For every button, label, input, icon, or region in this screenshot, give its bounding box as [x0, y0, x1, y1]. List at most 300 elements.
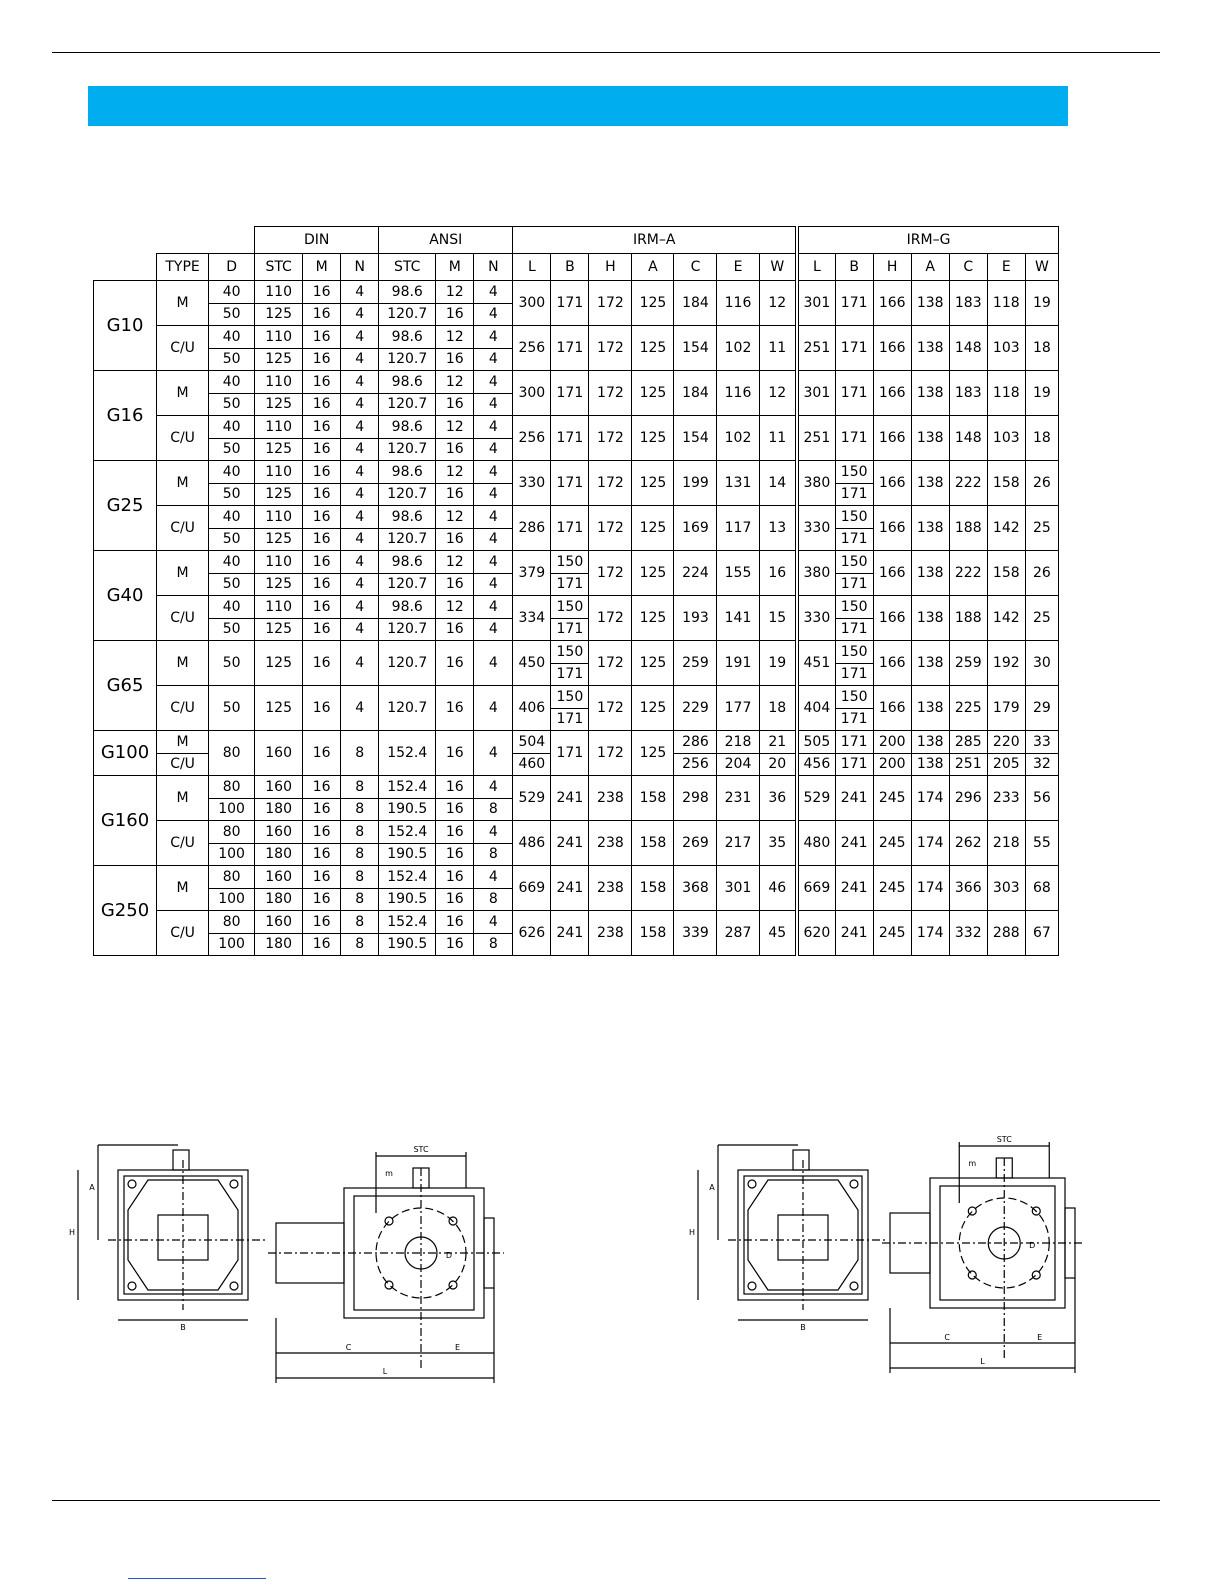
meter-size-label: G65 [94, 641, 157, 731]
column-header: STC [255, 254, 303, 281]
table-cell: 218 [717, 731, 759, 754]
table-cell: 8 [474, 888, 513, 911]
table-cell: 120.7 [379, 573, 436, 596]
table-cell: 4 [341, 461, 379, 484]
type-label: C/U [157, 686, 209, 731]
table-cell: 4 [341, 303, 379, 326]
table-cell: 4 [474, 641, 513, 686]
table-cell: 16 [436, 303, 474, 326]
table-cell: 158 [987, 551, 1025, 596]
table-cell: 222 [949, 551, 987, 596]
table-cell [835, 641, 873, 686]
table-row [94, 911, 1059, 934]
table-cell: 19 [1025, 371, 1058, 416]
table-cell: 98.6 [379, 596, 436, 619]
table-row [94, 281, 1059, 304]
bolt-icon [230, 1282, 238, 1290]
table-cell: 8 [474, 798, 513, 821]
table-cell: 620 [797, 911, 835, 956]
split-cell-value: 171 [556, 621, 584, 638]
table-cell: 12 [436, 371, 474, 394]
table-cell: 138 [911, 506, 949, 551]
table-cell: 160 [255, 731, 303, 776]
split-cell-value: 171 [840, 711, 868, 728]
table-cell [835, 461, 873, 506]
table-cell: 16 [759, 551, 797, 596]
table-cell: 125 [255, 483, 303, 506]
bolt-icon [850, 1180, 858, 1188]
table-cell: 166 [873, 416, 911, 461]
table-cell: 110 [255, 326, 303, 349]
table-cell: 4 [474, 303, 513, 326]
diameter-value: 100 [209, 933, 255, 956]
table-cell: 125 [255, 393, 303, 416]
table-cell: 125 [255, 686, 303, 731]
table-cell [551, 641, 589, 686]
table-row [94, 416, 1059, 439]
table-cell: 8 [341, 731, 379, 776]
diameter-value: 50 [209, 686, 255, 731]
table-cell: 183 [949, 281, 987, 326]
diameter-value: 100 [209, 888, 255, 911]
table-cell: 16 [436, 483, 474, 506]
type-label: C/U [157, 911, 209, 956]
table-cell: 16 [303, 416, 341, 439]
table-cell: 16 [303, 371, 341, 394]
table-cell [551, 686, 589, 731]
table-cell: 125 [632, 416, 674, 461]
table-cell: 180 [255, 888, 303, 911]
table-cell: 16 [303, 281, 341, 304]
table-row [94, 776, 1059, 799]
table-cell: 12 [759, 281, 797, 326]
table-cell: 171 [835, 416, 873, 461]
table-row [94, 821, 1059, 844]
counter-window [778, 1215, 828, 1260]
diameter-value: 100 [209, 798, 255, 821]
dimension-label: STC [413, 1145, 429, 1154]
table-cell: 110 [255, 416, 303, 439]
diameter-value: 50 [209, 528, 255, 551]
table-cell: 4 [341, 551, 379, 574]
table-row [94, 686, 1059, 709]
diameter-value: 40 [209, 326, 255, 349]
table-row [94, 866, 1059, 889]
table-cell: 4 [341, 326, 379, 349]
table-cell: 241 [835, 911, 873, 956]
table-cell: 172 [589, 506, 632, 551]
table-row [94, 551, 1059, 574]
column-header: H [589, 254, 632, 281]
table-cell: 4 [474, 461, 513, 484]
table-cell [835, 686, 873, 731]
table-cell: 120.7 [379, 303, 436, 326]
table-cell: 152.4 [379, 821, 436, 844]
table-cell: 154 [674, 416, 717, 461]
column-header: B [835, 254, 873, 281]
split-cell-value: 150 [836, 551, 873, 574]
table-cell: 120.7 [379, 686, 436, 731]
table-cell: 16 [303, 686, 341, 731]
table-cell: 125 [255, 573, 303, 596]
table-cell: 4 [341, 641, 379, 686]
diameter-value: 50 [209, 303, 255, 326]
table-cell: 125 [632, 641, 674, 686]
diameter-value: 80 [209, 776, 255, 799]
table-cell: 450 [513, 641, 551, 686]
dimension-label: C [345, 1343, 352, 1352]
table-cell: 19 [759, 641, 797, 686]
table-cell: 174 [911, 821, 949, 866]
table-cell: 4 [474, 911, 513, 934]
table-cell: 4 [474, 776, 513, 799]
table-cell: 116 [717, 281, 759, 326]
table-cell: 269 [674, 821, 717, 866]
table-cell: 116 [717, 371, 759, 416]
table-cell: 125 [255, 618, 303, 641]
table-cell: 16 [436, 911, 474, 934]
meter-drawings [0, 1135, 1225, 1410]
table-cell: 16 [303, 393, 341, 416]
table-cell: 4 [474, 866, 513, 889]
table-cell: 184 [674, 371, 717, 416]
table-cell: 171 [835, 753, 873, 776]
table-cell: 669 [797, 866, 835, 911]
table-cell: 169 [674, 506, 717, 551]
table-cell: 26 [1025, 551, 1058, 596]
table-cell: 148 [949, 416, 987, 461]
table-cell: 256 [674, 753, 717, 776]
table-cell: 456 [797, 753, 835, 776]
table-cell: 138 [911, 281, 949, 326]
table-cell: 180 [255, 798, 303, 821]
table-cell: 138 [911, 641, 949, 686]
table-cell: 152.4 [379, 776, 436, 799]
table-cell: 110 [255, 461, 303, 484]
dimension-label: H [688, 1228, 696, 1237]
table-cell: 286 [513, 506, 551, 551]
column-header: C [674, 254, 717, 281]
table-cell: 251 [797, 326, 835, 371]
table-cell: 120.7 [379, 393, 436, 416]
table-cell: 245 [873, 866, 911, 911]
table-cell: 12 [436, 596, 474, 619]
table-cell: 241 [835, 866, 873, 911]
table-cell: 18 [759, 686, 797, 731]
table-cell: 12 [436, 506, 474, 529]
diameter-value: 50 [209, 641, 255, 686]
table-cell: 330 [797, 506, 835, 551]
table-cell: 183 [949, 371, 987, 416]
table-row [94, 326, 1059, 349]
column-header: N [341, 254, 379, 281]
table-cell: 368 [674, 866, 717, 911]
table-cell: 4 [474, 506, 513, 529]
table-cell: 4 [474, 281, 513, 304]
table-cell: 192 [987, 641, 1025, 686]
diameter-value: 40 [209, 281, 255, 304]
table-cell: 4 [474, 686, 513, 731]
table-cell: 125 [632, 596, 674, 641]
group-header: IRM–A [513, 227, 797, 254]
meter-size-label: G100 [94, 731, 157, 776]
table-cell: 171 [551, 281, 589, 326]
table-cell: 8 [341, 843, 379, 866]
table-cell: 16 [303, 303, 341, 326]
table-cell: 120.7 [379, 483, 436, 506]
table-cell: 4 [474, 348, 513, 371]
blank-cell [94, 254, 157, 281]
split-cell-value: 150 [836, 641, 873, 664]
table-cell: 16 [436, 888, 474, 911]
table-cell: 4 [341, 528, 379, 551]
bolt-icon [230, 1180, 238, 1188]
table-cell: 46 [759, 866, 797, 911]
table-cell: 172 [589, 416, 632, 461]
table-cell: 138 [911, 686, 949, 731]
group-header: DIN [255, 227, 379, 254]
table-cell: 8 [341, 866, 379, 889]
table-cell: 171 [835, 371, 873, 416]
table-cell: 238 [589, 911, 632, 956]
split-cell-value: 150 [836, 686, 873, 709]
diameter-value: 80 [209, 821, 255, 844]
table-cell: 12 [759, 371, 797, 416]
table-cell: 287 [717, 911, 759, 956]
meter-size-label: G40 [94, 551, 157, 641]
table-cell: 35 [759, 821, 797, 866]
table-row [94, 641, 1059, 664]
table-cell: 16 [436, 821, 474, 844]
table-cell: 238 [589, 776, 632, 821]
dimension-label: STC [996, 1135, 1012, 1144]
table-cell: 171 [835, 326, 873, 371]
table-cell: 16 [303, 618, 341, 641]
table-cell: 241 [835, 776, 873, 821]
table-cell: 529 [513, 776, 551, 821]
table-cell: 8 [474, 933, 513, 956]
table-cell: 98.6 [379, 416, 436, 439]
table-cell: 180 [255, 843, 303, 866]
table-cell: 158 [632, 866, 674, 911]
dimension-label: D [445, 1251, 453, 1260]
split-cell-value: 150 [836, 596, 873, 619]
table-cell: 98.6 [379, 371, 436, 394]
table-cell: 16 [436, 528, 474, 551]
dimension-label: m [385, 1169, 393, 1178]
table-cell: 16 [303, 798, 341, 821]
table-cell: 68 [1025, 866, 1058, 911]
table-cell: 16 [303, 933, 341, 956]
group-header: ANSI [379, 227, 513, 254]
table-cell: 298 [674, 776, 717, 821]
dimension-label: D [1029, 1241, 1036, 1250]
table-cell: 179 [987, 686, 1025, 731]
table-cell: 29 [1025, 686, 1058, 731]
diameter-value: 40 [209, 596, 255, 619]
type-label: C/U [157, 506, 209, 551]
counter-window [158, 1215, 208, 1260]
table-cell: 172 [589, 461, 632, 506]
table-cell: 138 [911, 326, 949, 371]
table-cell: 138 [911, 753, 949, 776]
table-cell [835, 551, 873, 596]
table-cell: 125 [255, 528, 303, 551]
table-cell: 13 [759, 506, 797, 551]
table-cell: 4 [474, 483, 513, 506]
table-cell: 4 [474, 551, 513, 574]
bolt-icon [748, 1180, 756, 1188]
table-row [94, 461, 1059, 484]
diameter-value: 40 [209, 461, 255, 484]
table-cell: 155 [717, 551, 759, 596]
table-row [94, 371, 1059, 394]
table-cell: 158 [632, 821, 674, 866]
table-cell: 256 [513, 326, 551, 371]
index-cap [173, 1150, 189, 1170]
column-header: W [759, 254, 797, 281]
table-cell: 16 [303, 348, 341, 371]
table-cell: 16 [436, 573, 474, 596]
table-cell: 33 [1025, 731, 1058, 754]
table-cell: 15 [759, 596, 797, 641]
column-header: A [632, 254, 674, 281]
table-cell: 16 [303, 326, 341, 349]
type-label: C/U [157, 753, 209, 776]
table-cell: 171 [551, 506, 589, 551]
table-cell: 288 [987, 911, 1025, 956]
bolt-icon [449, 1281, 457, 1289]
table-cell: 245 [873, 911, 911, 956]
split-cell-value: 150 [551, 596, 588, 619]
table-cell: 110 [255, 596, 303, 619]
table-cell: 98.6 [379, 551, 436, 574]
table-cell: 110 [255, 371, 303, 394]
table-cell: 4 [341, 348, 379, 371]
bolt-icon [128, 1282, 136, 1290]
table-cell: 188 [949, 596, 987, 641]
table-cell: 4 [474, 438, 513, 461]
table-cell: 200 [873, 753, 911, 776]
column-header: B [551, 254, 589, 281]
table-cell: 26 [1025, 461, 1058, 506]
table-cell: 172 [589, 551, 632, 596]
table-cell: 125 [632, 731, 674, 776]
table-cell: 8 [474, 843, 513, 866]
table-cell: 125 [632, 461, 674, 506]
table-cell: 118 [987, 371, 1025, 416]
table-cell: 25 [1025, 596, 1058, 641]
type-label: M [157, 731, 209, 754]
bolt-icon [748, 1282, 756, 1290]
table-cell: 120.7 [379, 641, 436, 686]
table-cell: 171 [551, 371, 589, 416]
table-cell: 110 [255, 506, 303, 529]
table-cell: 16 [436, 731, 474, 776]
table-cell: 238 [589, 866, 632, 911]
table-cell: 11 [759, 416, 797, 461]
table-cell: 379 [513, 551, 551, 596]
table-cell: 4 [474, 573, 513, 596]
table-cell: 103 [987, 416, 1025, 461]
table-cell: 193 [674, 596, 717, 641]
table-cell: 460 [513, 753, 551, 776]
bolt-icon [968, 1271, 976, 1279]
table-cell: 217 [717, 821, 759, 866]
table-cell: 152.4 [379, 866, 436, 889]
dimension-label: L [980, 1357, 985, 1366]
table-cell: 56 [1025, 776, 1058, 821]
table-cell: 131 [717, 461, 759, 506]
table-row [94, 506, 1059, 529]
table-cell: 220 [987, 731, 1025, 754]
dimension-label: A [89, 1183, 95, 1192]
dimension-label: C [944, 1333, 950, 1342]
diameter-value: 40 [209, 506, 255, 529]
table-cell: 174 [911, 776, 949, 821]
table-cell: 241 [835, 821, 873, 866]
table-cell: 171 [835, 731, 873, 754]
table-cell: 241 [551, 776, 589, 821]
table-cell: 16 [303, 573, 341, 596]
column-header: E [717, 254, 759, 281]
table-cell: 245 [873, 821, 911, 866]
table-cell: 241 [551, 911, 589, 956]
type-label: M [157, 641, 209, 686]
meter-size-label: G25 [94, 461, 157, 551]
table-cell: 118 [987, 281, 1025, 326]
table-cell: 231 [717, 776, 759, 821]
bolt-icon [850, 1282, 858, 1290]
table-cell: 224 [674, 551, 717, 596]
table-cell: 16 [436, 866, 474, 889]
type-label: C/U [157, 596, 209, 641]
table-cell: 16 [436, 348, 474, 371]
table-cell: 12 [436, 416, 474, 439]
table-cell: 166 [873, 551, 911, 596]
table-cell: 259 [674, 641, 717, 686]
table-row [94, 227, 1059, 254]
table-cell: 25 [1025, 506, 1058, 551]
table-cell: 8 [341, 911, 379, 934]
table-cell: 190.5 [379, 843, 436, 866]
table-cell: 301 [797, 371, 835, 416]
table-cell: 4 [474, 528, 513, 551]
group-header: IRM–G [797, 227, 1058, 254]
table-cell: 4 [474, 618, 513, 641]
table-cell: 4 [341, 281, 379, 304]
index-cap [793, 1150, 809, 1170]
column-header: W [1025, 254, 1058, 281]
dimension-label: m [968, 1159, 977, 1168]
type-label: C/U [157, 416, 209, 461]
column-header: M [303, 254, 341, 281]
table-cell: 16 [303, 888, 341, 911]
table-cell: 98.6 [379, 326, 436, 349]
bolt-icon [385, 1281, 393, 1289]
table-cell: 125 [632, 686, 674, 731]
table-cell: 504 [513, 731, 551, 754]
diameter-value: 40 [209, 416, 255, 439]
table-cell: 256 [513, 416, 551, 461]
table-cell: 4 [474, 416, 513, 439]
table-cell: 125 [632, 371, 674, 416]
table-cell: 480 [797, 821, 835, 866]
diameter-value: 80 [209, 866, 255, 889]
table-cell: 205 [987, 753, 1025, 776]
table-cell: 174 [911, 866, 949, 911]
column-header: A [911, 254, 949, 281]
